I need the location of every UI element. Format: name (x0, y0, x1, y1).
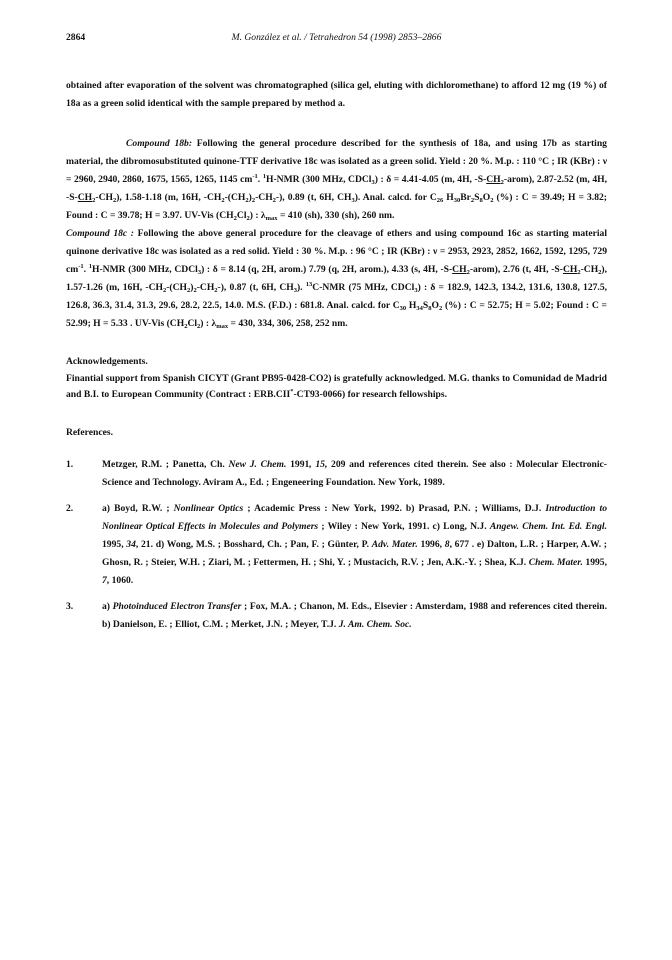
subscript: 3 (414, 287, 418, 294)
text-run: (%) : C = 52.75; H = 5.02; Found : C = 52.99; H = 5.33 . UV-Vis (CH (66, 300, 607, 329)
text-run: = 410 (sh), 330 (sh), 260 nm. (277, 210, 395, 221)
text-run: -), 0.89 (t, 6H, CH (275, 192, 352, 203)
subscript: 8 (428, 305, 432, 312)
text-run: 1995 (582, 557, 605, 568)
text-run: 1995 (102, 539, 122, 550)
journal-name: Chem. Mater. (528, 557, 583, 568)
superscript: 1 (262, 173, 267, 180)
text-run: ), 1.58-1.18 (m, 16H, -CH (116, 192, 222, 203)
reference-3 (66, 598, 607, 634)
subscript: 2 (245, 197, 249, 204)
text-run: Br (460, 192, 471, 203)
text-run: ). Anal. calcd. for C (354, 192, 437, 203)
text-run: , (121, 539, 127, 550)
text-run: 1996 (417, 539, 440, 550)
subscript: 2 (162, 287, 167, 294)
subscript: 2 (251, 197, 256, 204)
text-run: 1991 (286, 459, 310, 470)
compound-title: Compound 18b: (126, 138, 193, 149)
continuation-paragraph (66, 77, 607, 113)
text-run: H-NMR (300 MHz, CDCl (266, 174, 372, 185)
subscript: max (265, 215, 278, 222)
text-run: Following the general procedure described for the synthesis of 18a, and using 17b as starting material, the dibromosubstituted quinone-TTF derivative 18c was isolated as a green solid. Yield : 20 %. M.p. : 110 °C ; IR (KBr) : ν = 2960, 2940, 2860, 1675, 1565, 1265, 1145 cm (66, 138, 607, 185)
page-header (66, 32, 607, 46)
text-run: 1992 (380, 503, 400, 514)
text-run: Cl (236, 210, 247, 221)
subscript: 2 (184, 323, 188, 330)
references-heading: References. (66, 427, 113, 438)
subscript: 2 (466, 269, 470, 276)
text-run: a) (102, 601, 113, 612)
subscript: 2 (221, 197, 225, 204)
text-run: ; Fox, M.A. ; Chanon, M. Eds., Elsevier : Amsterdam, (241, 601, 469, 612)
subscript: 3 (371, 179, 375, 186)
text-run: , 1060. (106, 575, 134, 586)
text-run: ) : λ (200, 318, 217, 329)
journal-name: J. Am. Chem. Soc. (338, 619, 412, 630)
text-run: ) : λ (249, 210, 266, 221)
text-run: . c) Long, N.J. (426, 521, 490, 532)
text-run: , (439, 539, 445, 550)
text-run: -arom), 2.87-2.52 (m, 4H, -S- (66, 174, 608, 203)
text-run: Metzger, R.M. ; Panetta, Ch. (102, 459, 229, 470)
book-title: Introduction to Nonlinear Optical Effects in Molecules and Polymers (102, 503, 607, 532)
page-number: 2864 (66, 32, 86, 43)
volume: 8 (444, 539, 450, 550)
book-title: Nonlinear Optics (173, 503, 244, 514)
subscript: 2 (187, 287, 191, 294)
subscript: max (216, 323, 229, 330)
acknowledgements-heading: Acknowledgements. (66, 356, 148, 367)
subscript: 2 (233, 215, 237, 222)
volume: 34 (126, 539, 136, 550)
text-run: CH (562, 264, 578, 275)
text-run: -CH (255, 192, 273, 203)
text-run: 209 and references cited therein. See also : Molecular Electronic-Science and Technology. Aviram A., Ed. ; Engeneering Foundation. New York, 1989. (102, 459, 607, 488)
text-run: ; Wiley : New York, (318, 521, 408, 532)
text-run: -CT93-0066) for research fellowships. (293, 388, 447, 400)
text-run: S (474, 192, 480, 203)
text-run: , (604, 557, 608, 568)
superscript: -1 (78, 263, 84, 270)
subscript: 2 (470, 197, 475, 204)
acknowledgements-text (66, 371, 607, 402)
subscript: 2 (246, 215, 250, 222)
running-head: M. González et al. / Tetrahedron 54 (1998) 2853–2866 (231, 32, 442, 43)
compound-title: Compound 18c : (66, 228, 135, 239)
text-run: H-NMR (300 MHz, CDCl (92, 264, 198, 275)
text-run: . (83, 264, 89, 275)
text-run: H (443, 192, 454, 203)
text-run: . (257, 174, 263, 185)
text-run: Cl (187, 318, 198, 329)
text-run: CH (452, 264, 467, 275)
paragraph-text: obtained after evaporation of the solvent was chromatographed (silica gel, eluting with dichloromethane) to afford 12 mg (19 %) of 18a as a green solid identical with the sample prepared by method a. (66, 80, 607, 109)
subscript: 8 (479, 197, 483, 204)
text-run: and references cited therein. b) Danielson, E. ; Elliot, C.M. ; Merket, J.N. ; Meyer, T.J. (102, 601, 608, 630)
subscript: 3 (351, 197, 355, 204)
reference-1 (66, 456, 607, 492)
subscript: 26 (436, 197, 444, 204)
text-run: -CH (196, 282, 215, 293)
text-run: ) : δ = 182.9, 142.3, 134.2, 131.6, 130.8, 127.5, 126.8, 36.3, 31.4, 31.3, 29.6, 28.2, 22.5, 14.0. M.S. (F.D.) : 681.8. Anal. calcd. for C (66, 282, 608, 311)
text-run: ) : δ = 8.14 (q, 2H, arom.) 7.79 (q, 2H, arom.), 4.33 (s, 4H, -S- (201, 264, 453, 275)
text-run: -(CH (224, 192, 246, 203)
text-run: O (431, 300, 439, 311)
text-run: , 677 . e) Dalton, L.R. ; Harper, A.W. ; Ghosn, R. ; Steier, W.H. ; Ziari, M. ; Fettermen, H. ; Shi, Y. ; Mustacich, R.V. ; Jen, A.K.-Y. ; Shea, K.J. (102, 539, 608, 568)
journal-name: Angew. Chem. Int. Ed. Engl. (489, 521, 607, 532)
text-run: ), 1.57-1.26 (m, 16H, -CH (66, 264, 608, 293)
subscript: 2 (92, 197, 96, 204)
subscript: 2 (214, 287, 218, 294)
text-run: a) Boyd, R.W. ; (102, 503, 174, 514)
compound-18b-paragraph (66, 135, 607, 225)
text-run: -), 0.87 (t, 6H, CH (217, 282, 294, 293)
text-run: 1988 (468, 601, 488, 612)
subscript: 2 (112, 197, 117, 204)
text-run: ) (190, 282, 194, 293)
subscript: 2 (500, 179, 504, 186)
subscript: 30 (453, 197, 461, 204)
reference-number: 3. (66, 601, 74, 612)
subscript: 3 (197, 269, 202, 276)
text-run: H (406, 300, 417, 311)
subscript: 3 (293, 287, 297, 294)
compound-18c-paragraph (66, 225, 607, 333)
text-run: C-NMR (75 MHz, CDCl (312, 282, 415, 293)
article-body (66, 77, 607, 634)
text-run: CH (486, 174, 501, 185)
text-run: ). (296, 282, 306, 293)
volume: , 15, (309, 459, 328, 470)
subscript: 30 (399, 305, 407, 312)
text-run: Following the above general procedure for the cleavage of ethers and using compound 16c as starting material quinone derivative 18c was isolated as a red solid. Yield : 30 %. M.p. : 96 °C ; IR (KBr) : ν = 2953, 2923, 2852, 1662, 1592, 1295, 729 cm (66, 228, 607, 275)
text-run: -(CH (166, 282, 187, 293)
volume: 7 (102, 575, 107, 586)
underlined-group (452, 264, 470, 275)
superscript: 13 (305, 281, 313, 288)
reference-number: 1. (66, 459, 74, 470)
subscript: 2 (272, 197, 276, 204)
subscript: 2 (193, 287, 197, 294)
text-run: = 430, 334, 306, 258, 252 nm. (228, 318, 348, 329)
text-run: . b) Prasad, P.N. ; Williams, D.J. (399, 503, 546, 514)
superscript: * (290, 387, 294, 395)
journal-name: New J. Chem. (228, 459, 287, 470)
subscript: 2 (438, 305, 443, 312)
text-run: -CH (95, 192, 113, 203)
subscript: 2 (598, 269, 602, 276)
reference-2 (66, 500, 607, 590)
journal-name: Adv. Mater. (371, 539, 418, 550)
underlined-group (563, 264, 581, 275)
text-run: 1991 (407, 521, 427, 532)
reference-list (66, 456, 607, 634)
subscript: 2 (197, 323, 201, 330)
text-run: S (422, 300, 429, 311)
text-run: , 21. d) Wong, M.S. ; Bosshard, Ch. ; Pan, F. ; Günter, P. (135, 539, 372, 550)
underlined-group (486, 174, 504, 185)
text-run: (%) : C = 39.49; H = 3.82; Found : C = 39.78; H = 3.97. UV-Vis (CH (66, 192, 607, 221)
text-run: ) (248, 192, 252, 203)
subscript: 2 (577, 269, 581, 276)
book-title: Photoinduced Electron Transfer (112, 601, 242, 612)
superscript: -1 (252, 173, 258, 180)
text-run: -CH (580, 264, 599, 275)
subscript: 2 (490, 197, 494, 204)
text-run: ) : δ = 4.41-4.05 (m, 4H, -S- (374, 174, 487, 185)
text-run: CH (77, 192, 93, 203)
subscript: 34 (416, 305, 423, 312)
text-run: O (482, 192, 491, 203)
superscript: 1 (88, 263, 92, 270)
underlined-group (78, 192, 96, 203)
text-run: -arom), 2.76 (t, 4H, -S- (469, 264, 563, 275)
text-run: Finantial support from Spanish CICYT (Grant PB95-0428-CO2) is gratefully acknowledged. M.G. thanks to Comunidad de Madrid and B.I. to European Community (Contract : ERB.CII (66, 373, 607, 400)
text-run: ; Academic Press : New York, (243, 503, 381, 514)
reference-number: 2. (66, 503, 74, 514)
